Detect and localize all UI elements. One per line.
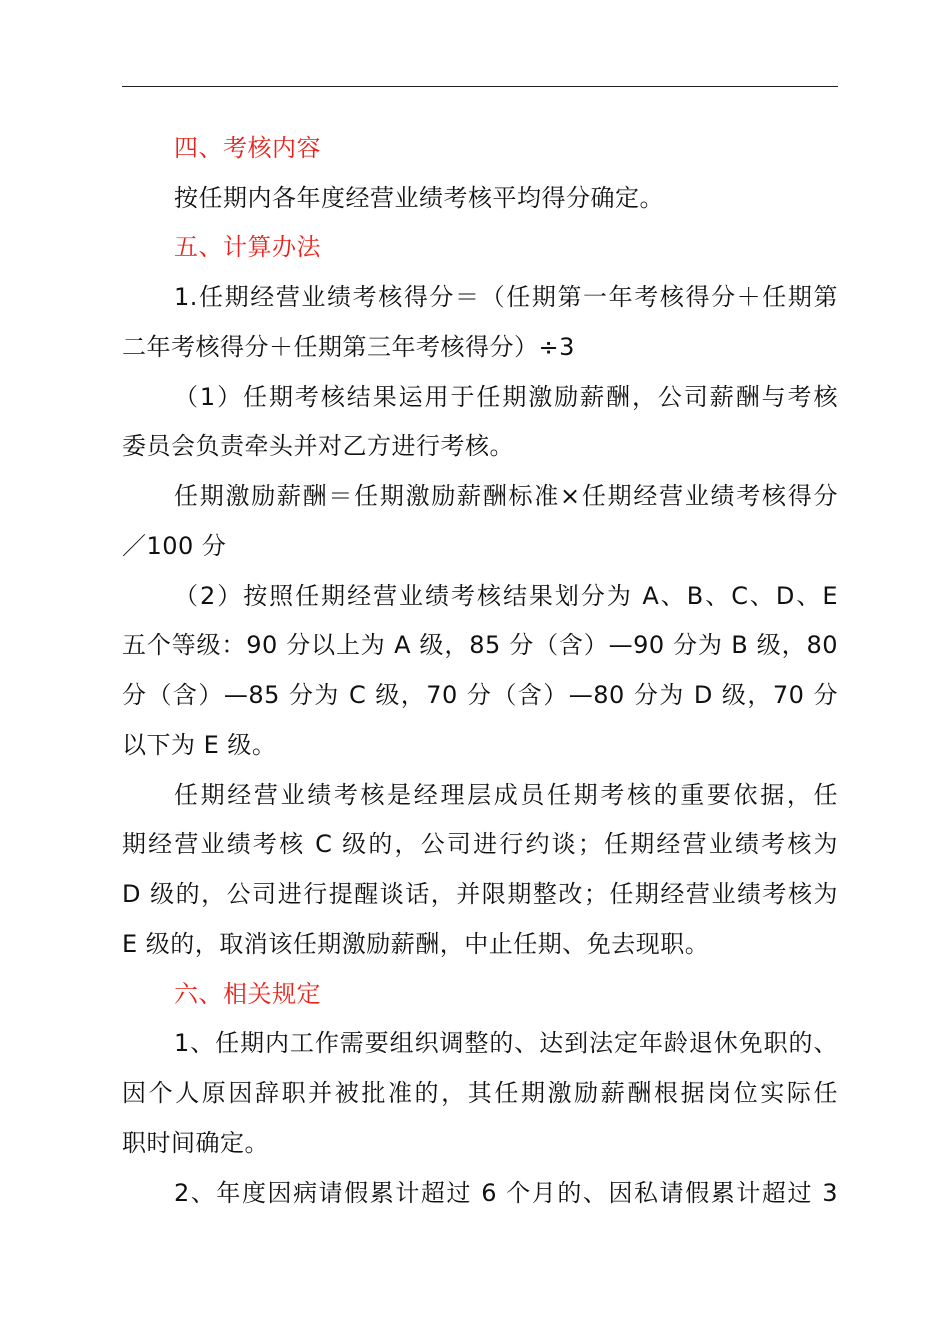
paragraph-line: 委员会负责牵头并对乙方进行考核。 bbox=[122, 432, 514, 460]
paragraph-line: 1、任期内工作需要组织调整的、达到法定年龄退休免职的、 bbox=[174, 1029, 838, 1057]
section-heading-5: 五、计算办法 bbox=[174, 233, 321, 261]
paragraph-line: E 级的，取消该任期激励薪酬，中止任期、免去现职。 bbox=[122, 930, 710, 958]
paragraph-line: （2）按照任期经营业绩考核结果划分为 A、B、C、D、E bbox=[174, 582, 838, 610]
section-heading-4: 四、考核内容 bbox=[174, 134, 321, 162]
paragraph-line: 分（含）—85 分为 C 级，70 分（含）—80 分为 D 级，70 分 bbox=[122, 681, 838, 709]
paragraph-line: 任期激励薪酬＝任期激励薪酬标准×任期经营业绩考核得分 bbox=[174, 482, 838, 510]
header-rule bbox=[122, 86, 838, 87]
paragraph-line: 期经营业绩考核 C 级的，公司进行约谈；任期经营业绩考核为 bbox=[122, 830, 838, 858]
paragraph-line: ／100 分 bbox=[122, 532, 227, 560]
paragraph-line: D 级的，公司进行提醒谈话，并限期整改；任期经营业绩考核为 bbox=[122, 880, 838, 908]
paragraph-line: 任期经营业绩考核是经理层成员任期考核的重要依据，任 bbox=[174, 781, 838, 809]
paragraph-line: 职时间确定。 bbox=[122, 1129, 269, 1157]
paragraph-line: 二年考核得分＋任期第三年考核得分）÷3 bbox=[122, 333, 575, 361]
paragraph-line: 2、年度因病请假累计超过 6 个月的、因私请假累计超过 3 bbox=[174, 1179, 838, 1207]
paragraph-line: 以下为 E 级。 bbox=[122, 731, 277, 759]
paragraph-line: 1.任期经营业绩考核得分＝（任期第一年考核得分＋任期第 bbox=[174, 283, 838, 311]
paragraph-line: 五个等级：90 分以上为 A 级，85 分（含）—90 分为 B 级，80 bbox=[122, 631, 838, 659]
section-heading-6: 六、相关规定 bbox=[174, 980, 321, 1008]
paragraph-line: （1）任期考核结果运用于任期激励薪酬，公司薪酬与考核 bbox=[174, 383, 838, 411]
paragraph-line: 因个人原因辞职并被批准的，其任期激励薪酬根据岗位实际任 bbox=[122, 1079, 838, 1107]
paragraph-line: 按任期内各年度经营业绩考核平均得分确定。 bbox=[174, 184, 664, 212]
